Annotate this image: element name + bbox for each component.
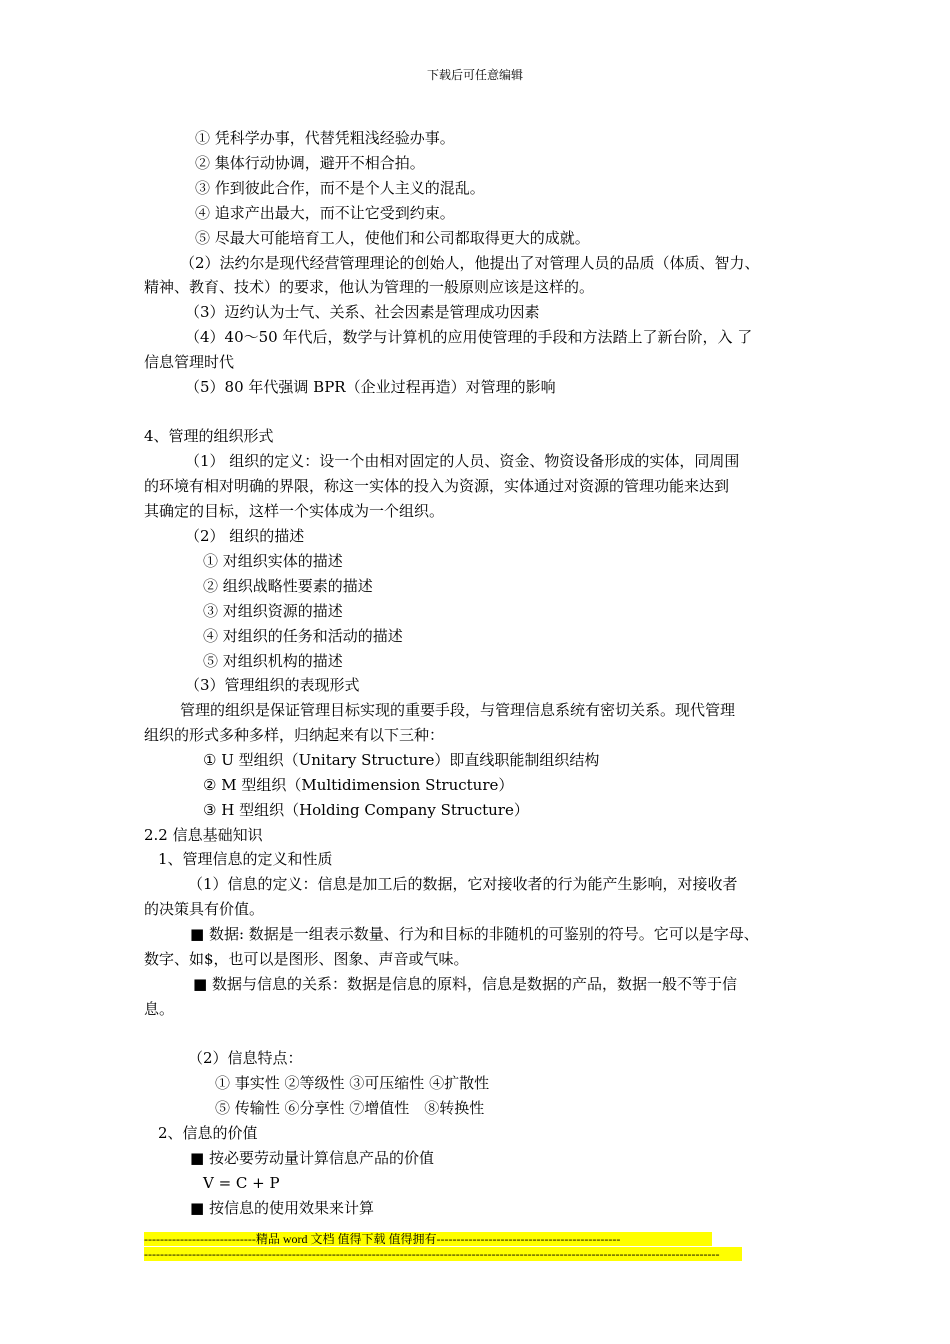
text-line: 其确定的目标，这样一个实体成为一个组织。 xyxy=(144,502,445,520)
text-line: 数字、如$，也可以是图形、图象、声音或气味。 xyxy=(144,950,469,968)
list-item: ② M 型组织（Multidimension Structure） xyxy=(203,776,514,794)
text-line: （4）40～50 年代后，数学与计算机的应用使管理的手段和方法踏上了新台阶，入 了 xyxy=(185,328,753,346)
text-line: 信息管理时代 xyxy=(144,353,235,371)
text-line: ③ 作到彼此合作，而不是个人主义的混乱。 xyxy=(195,179,485,197)
list-item: ④ 对组织的任务和活动的描述 xyxy=(203,627,403,645)
page-header: 下载后可任意编辑 xyxy=(426,68,523,82)
section-heading: 1、管理信息的定义和性质 xyxy=(158,850,333,868)
text-line: （5）80 年代强调 BPR（企业过程再造）对管理的影响 xyxy=(185,378,556,396)
footer-rule: ------------------------------------------------------------------------------------------------------------------------------------------------ xyxy=(144,1247,742,1261)
text-line: 管理的组织是保证管理目标实现的重要手段，与管理信息系统有密切关系。现代管理 xyxy=(180,701,736,719)
text-line: 组织的形式多种多样，归纳起来有以下三种： xyxy=(144,726,445,744)
list-item: ② 组织战略性要素的描述 xyxy=(203,577,373,595)
text-line: （1）信息的定义：信息是加工后的数据，它对接收者的行为能产生影响，对接收者 xyxy=(188,875,738,893)
text-line: ■ 按信息的使用效果来计算 xyxy=(190,1199,374,1217)
list-item: ③ 对组织资源的描述 xyxy=(203,602,343,620)
text-line: （2） 组织的描述 xyxy=(185,527,305,545)
text-line: （1） 组织的定义：设一个由相对固定的人员、资金、物资设备形成的实体，同周围 xyxy=(185,452,740,470)
text-line: ⑤ 尽最大可能培育工人，使他们和公司都取得更大的成就。 xyxy=(195,229,590,247)
text-line: 的环境有相对明确的界限，称这一实体的投入为资源，实体通过对资源的管理功能来达到 xyxy=(144,477,730,495)
list-item: ③ H 型组织（Holding Company Structure） xyxy=(203,801,529,819)
text-line: ■ 数据与信息的关系：数据是信息的原料，信息是数据的产品，数据一般不等于信 xyxy=(193,975,737,993)
formula: V = C + P xyxy=(203,1174,280,1192)
list-item: ① 对组织实体的描述 xyxy=(203,552,343,570)
text-line: （3）管理组织的表现形式 xyxy=(185,676,360,694)
footer-banner: ----------------------------精品 word 文档 值得下载 值得拥有---------------------------------------------- xyxy=(144,1232,712,1246)
list-item: ① U 型组织（Unitary Structure）即直线职能制组织结构 xyxy=(203,751,600,769)
list-item: ⑤ 传输性 ⑥分享性 ⑦增值性 ⑧转换性 xyxy=(215,1099,485,1117)
section-heading: 4、管理的组织形式 xyxy=(144,427,274,445)
text-line: 息。 xyxy=(144,1000,175,1018)
text-line: ■ 按必要劳动量计算信息产品的价值 xyxy=(190,1149,434,1167)
text-line: ① 凭科学办事，代替凭粗浅经验办事。 xyxy=(195,129,455,147)
text-line: 的决策具有价值。 xyxy=(144,900,265,918)
text-line: （2）法约尔是现代经营管理理论的创始人，他提出了对管理人员的品质（体质、智力、 xyxy=(180,254,760,272)
text-line: 精神、教育、技术）的要求，他认为管理的一般原则应该是这样的。 xyxy=(144,278,595,296)
text-line: ② 集体行动协调，避开不相合拍。 xyxy=(195,154,425,172)
list-item: ⑤ 对组织机构的描述 xyxy=(203,652,343,670)
text-line: ■ 数据: 数据是一组表示数量、行为和目标的非随机的可鉴别的符号。它可以是字母、 xyxy=(190,925,759,943)
section-heading: 2、信息的价值 xyxy=(158,1124,258,1142)
text-line: （2）信息特点： xyxy=(188,1049,303,1067)
text-line: ④ 追求产出最大，而不让它受到约束。 xyxy=(195,204,455,222)
list-item: ① 事实性 ②等级性 ③可压缩性 ④扩散性 xyxy=(215,1074,490,1092)
section-heading: 2.2 信息基础知识 xyxy=(144,826,263,844)
text-line: （3）迈约认为士气、关系、社会因素是管理成功因素 xyxy=(185,303,540,321)
